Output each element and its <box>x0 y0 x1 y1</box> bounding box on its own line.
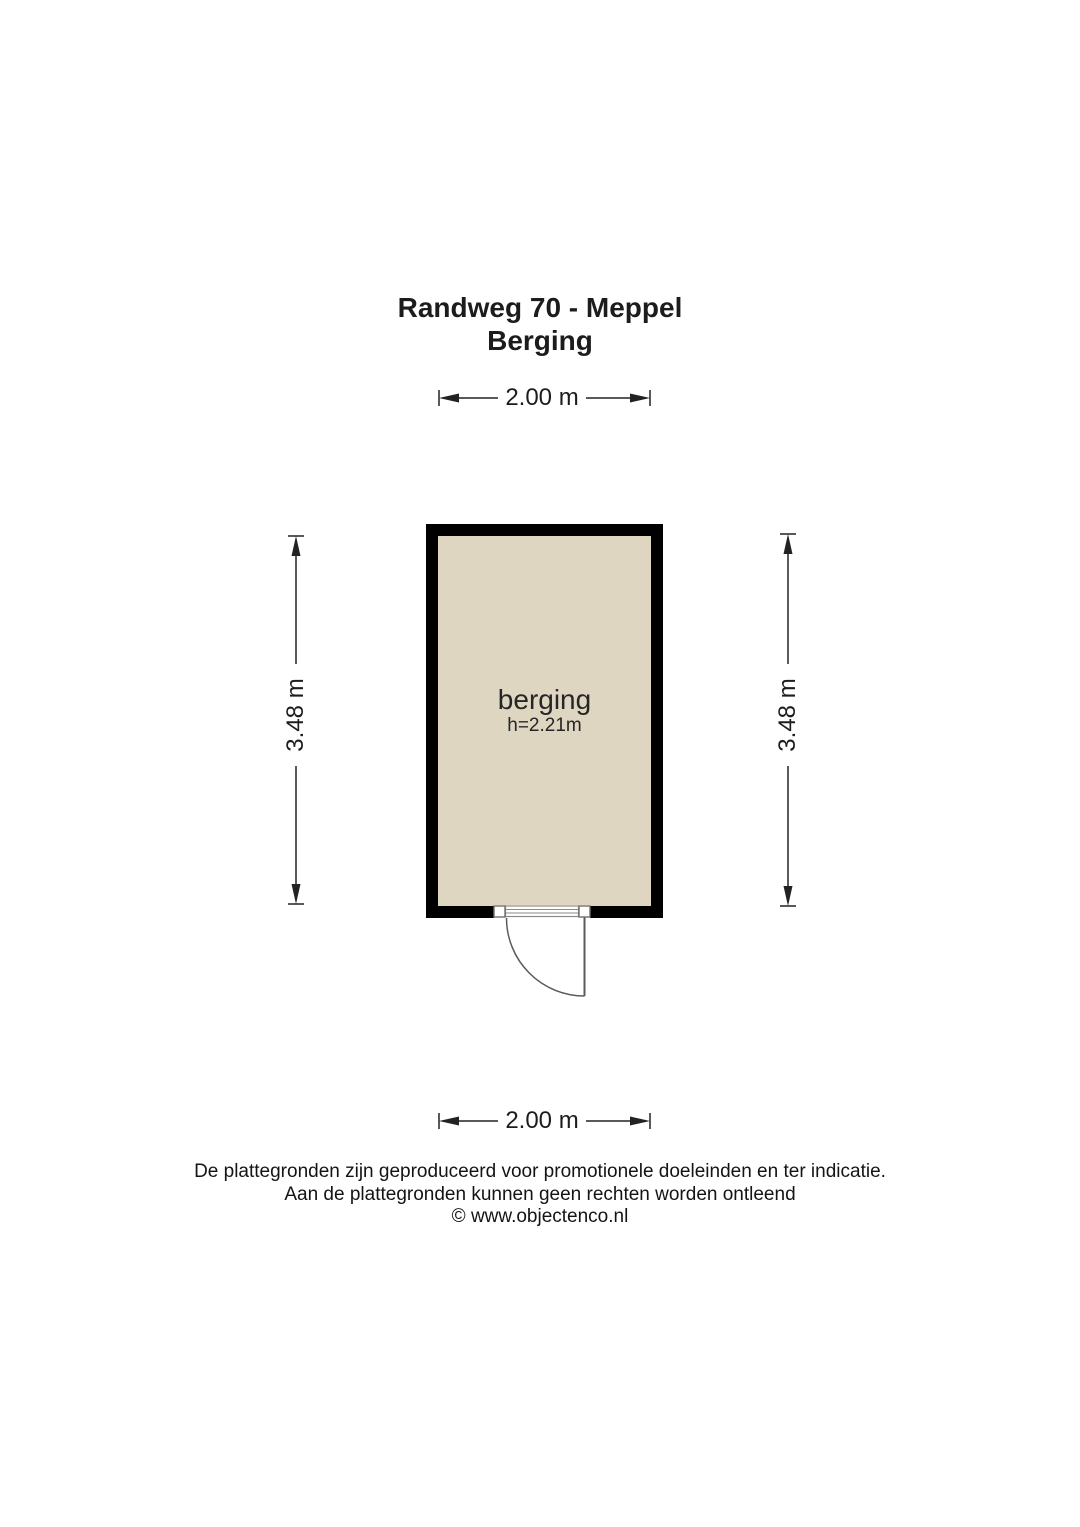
plan-title-address: Randweg 70 - Meppel <box>397 292 683 323</box>
footer-disclaimer <box>0 1161 1080 1229</box>
room-name: berging <box>497 684 592 715</box>
footer-copyright: © www.objectenco.nl <box>451 1206 629 1227</box>
room-height-label: h=2.21m <box>507 715 582 736</box>
dimension-label-top: 2.00 m <box>505 384 579 411</box>
footer-line2: Aan de plattegronden kunnen geen rechten worden ontleend <box>284 1183 796 1205</box>
plan-title-roomtype: Berging <box>487 325 593 356</box>
door-jamb-left <box>494 906 505 917</box>
door <box>494 905 590 996</box>
room-label <box>439 684 650 737</box>
door-jamb-right <box>579 906 590 917</box>
door-threshold <box>506 906 579 917</box>
dimension-label-left: 3.48 m <box>282 678 309 752</box>
door-swing-arc <box>507 918 585 996</box>
dimension-label-right: 3.48 m <box>774 678 801 752</box>
dimension-label-bottom: 2.00 m <box>505 1107 579 1134</box>
footer-line1: De plattegronden zijn geproduceerd voor promotionele doeleinden en ter indicatie. <box>194 1161 886 1182</box>
